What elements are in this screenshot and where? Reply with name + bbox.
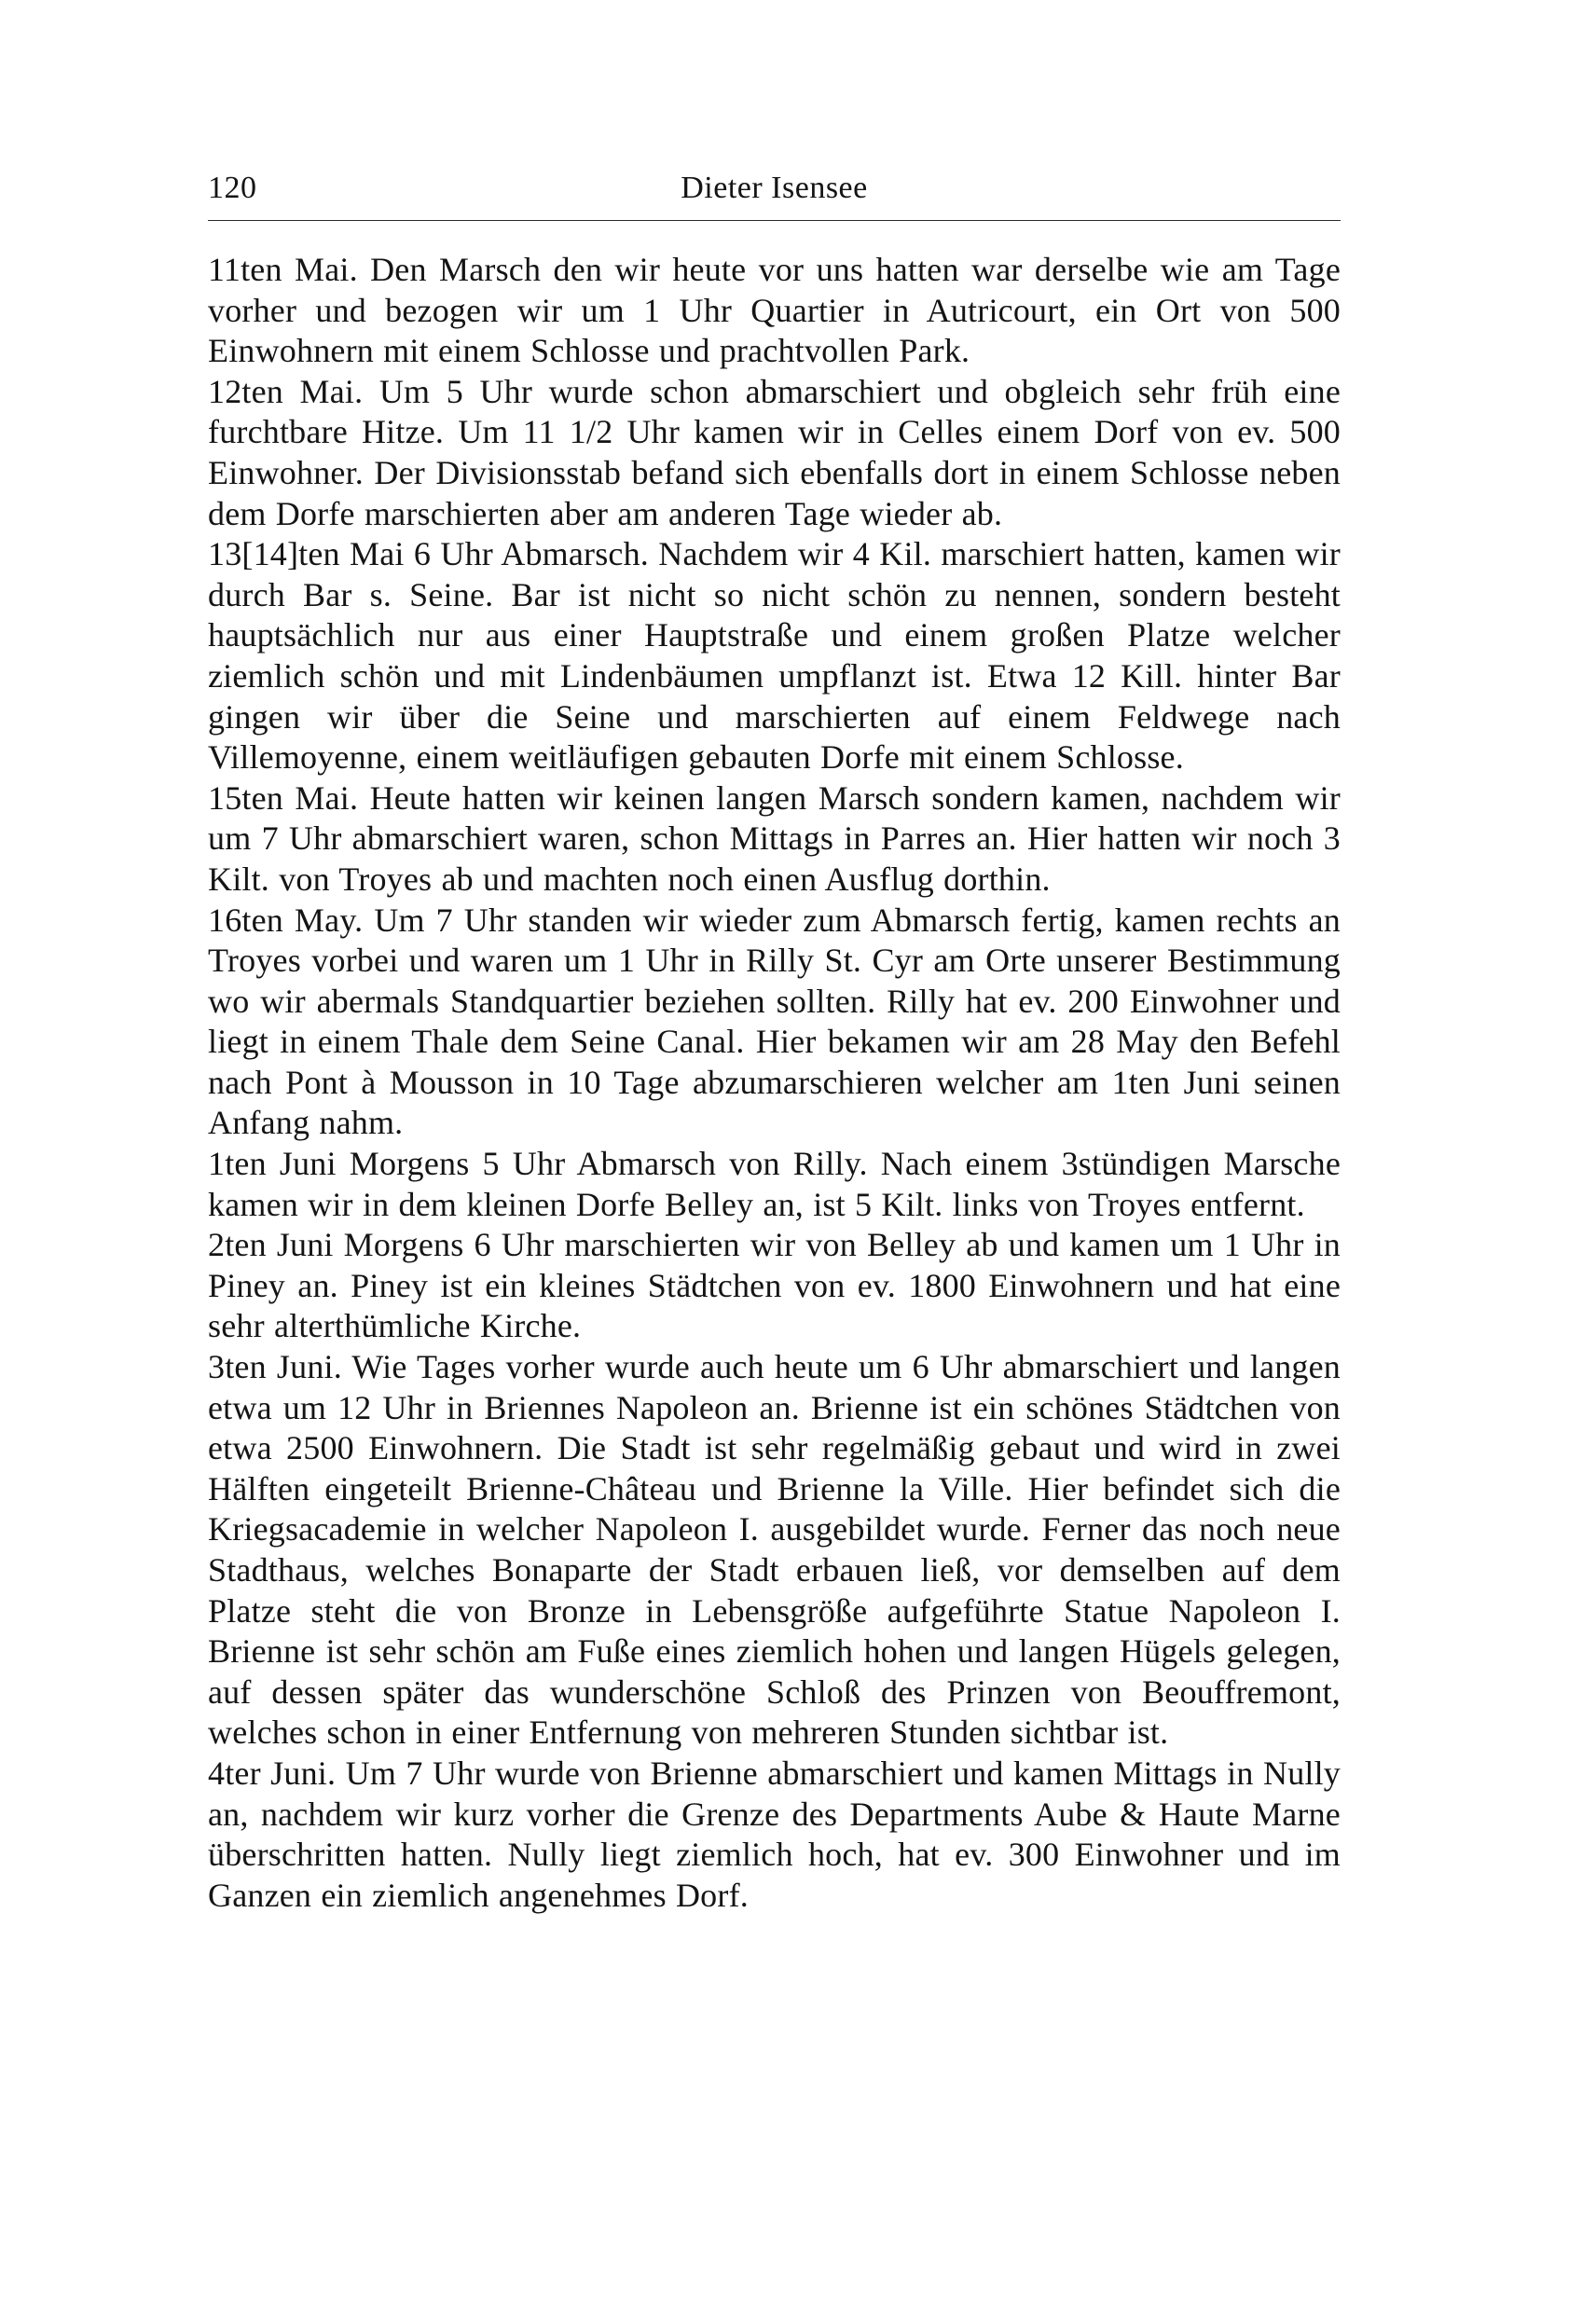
- diary-entry-may-13: 13[14]ten Mai 6 Uhr Abmarsch. Nachdem wir 4 Kil. marschiert hatten, kamen wir durch Bar s. Seine. Bar ist nicht so nicht schön zu nennen, sondern besteht hauptsächlich nur aus einer Hauptstraße und einem großen Platze welcher ziemlich schön und mit Lindenbäumen umpflanzt ist. Etwa 12 Kill. hinter Bar gingen wir über die Seine und marschierten auf einem Feldwege nach Villemoyenne, einem weitläufigen gebauten Dorfe mit einem Schlosse.: [208, 535, 1341, 777]
- diary-entry-may-15: 15ten Mai. Heute hatten wir keinen langen Marsch sondern kamen, nachdem wir um 7 Uhr abmarschiert waren, schon Mittags in Parres an. Hier hatten wir noch 3 Kilt. von Troyes ab und machten noch einen Ausflug dorthin.: [208, 778, 1341, 898]
- page-number: 120: [208, 171, 257, 205]
- diary-entry-may-11: 11ten Mai. Den Marsch den wir heute vor uns hatten war derselbe wie am Tage vorher und bezogen wir um 1 Uhr Quartier in Autricourt, ein Ort von 500 Einwohnern mit einem Schlosse und prachtvollen Park.: [208, 251, 1341, 370]
- diary-entry-june-2: 2ten Juni Morgens 6 Uhr marschierten wir von Belley ab und kamen um 1 Uhr in Piney an. Piney ist ein kleines Städtchen von ev. 1800 Einwohnern und hat eine sehr alterthümliche Kirche.: [208, 1226, 1341, 1345]
- diary-entry-may-16: 16ten May. Um 7 Uhr standen wir wieder zum Abmarsch fertig, kamen rechts an Troyes vorbei und waren um 1 Uhr in Rilly St. Cyr am Orte unserer Bestimmung wo wir abermals Standquartier beziehen sollten. Rilly hat ev. 200 Einwohner und liegt in einem Thale dem Seine Canal. Hier bekamen wir am 28 May den Befehl nach Pont à Mousson in 10 Tage abzumarschieren welcher am 1ten Juni seinen Anfang nahm.: [208, 901, 1341, 1142]
- header-rule: [208, 220, 1341, 221]
- running-head-author: Dieter Isensee: [681, 171, 868, 205]
- diary-text: [208, 250, 1341, 1916]
- diary-entry-may-12: 12ten Mai. Um 5 Uhr wurde schon abmarschiert und obgleich sehr früh eine furchtbare Hitze. Um 11 1/2 Uhr kamen wir in Celles einem Dorf von ev. 500 Einwohner. Der Divisionsstab befand sich ebenfalls dort in einem Schlosse neben dem Dorfe marschierten aber am anderen Tage wieder ab.: [208, 372, 1341, 532]
- diary-entry-june-4: 4ter Juni. Um 7 Uhr wurde von Brienne abmarschiert und kamen Mittags in Nully an, nachdem wir kurz vorher die Grenze des Departments Aube & Haute Marne überschritten hatten. Nully liegt ziemlich hoch, hat ev. 300 Einwohner und im Ganzen ein ziemlich angenehmes Dorf.: [208, 1754, 1341, 1914]
- diary-entry-june-1: 1ten Juni Morgens 5 Uhr Abmarsch von Rilly. Nach einem 3stündigen Marsche kamen wir in dem kleinen Dorfe Belley an, ist 5 Kilt. links von Troyes entfernt.: [208, 1145, 1341, 1223]
- page-header: [208, 168, 1341, 214]
- diary-entry-june-3: 3ten Juni. Wie Tages vorher wurde auch heute um 6 Uhr abmarschiert und langen etwa um 12 Uhr in Briennes Napoleon an. Brienne ist ein schönes Städtchen von etwa 2500 Einwohnern. Die Stadt ist sehr regelmäßig gebaut und wird in zwei Hälften eingeteilt Brienne-Château und Brienne la Ville. Hier befindet sich die Kriegsacademie in welcher Napoleon I. ausgebildet wurde. Ferner das noch neue Stadthaus, welches Bonaparte der Stadt erbauen ließ, vor demselben auf dem Platze steht die von Bronze in Lebensgröße aufgeführte Statue Napoleon I. Brienne ist sehr schön am Fuße eines ziemlich hohen und langen Hügels gelegen, auf dessen später das wunderschöne Schloß des Prinzen von Beouffremont, welches schon in einer Entfernung von mehreren Stunden sichtbar ist.: [208, 1348, 1341, 1752]
